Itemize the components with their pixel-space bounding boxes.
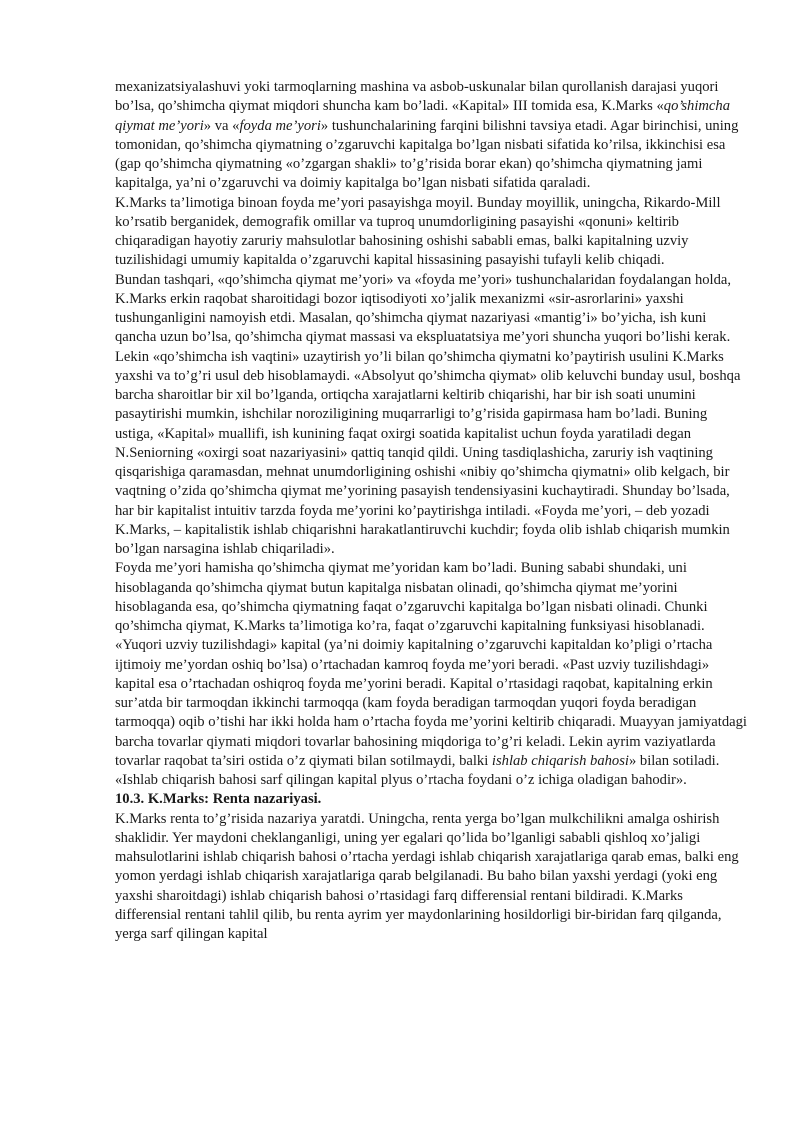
paragraph: [115, 771, 747, 790]
body-text: [115, 78, 747, 790]
italic-term: foyda me’yori: [239, 117, 321, 134]
italic-term: ishlab chiqarish bahosi: [491, 752, 629, 769]
paragraph: [115, 810, 747, 945]
paragraph: [115, 194, 747, 271]
text-run: «Yuqori uzviy tuzilishdagi» kapital (ya’ni doimiy kapitalning o’zgaruvchi kapitaldan ko’pligi o’rtacha ijtimoiy me’yordan oshiq bo’lsa) o’rtachadan kamroq foyda me’yori beradi. «Past uzviy tuzilishdagi» kapital esa o’rtachadan oshiqroq foyda me’yorini beradi. Kapital o’rtasidagi raqobat, kapitalning erkin sur’atda bir tarmoqdan ikkinchi tarmoqqa (kam foyda beradigan tarmoqdan yuqori foyda beradigan tarmoqqa) oqib o’tishi har ikki holda ham o’rtacha foyda me’yorini keltirib chiqaradi. Muayyan jamiyatdagi barcha tovarlar qiymati miqdori tovarlar bahosining miqdoriga to’g’ri keladi. Lekin ayrim vaziyatlarda tovarlar raqobat ta’siri ostida o’z qiymati bilan sotilmaydi, balki: [115, 637, 747, 769]
text-run: «Ishlab chiqarish bahosi sarf qilingan kapital plyus o’rtacha foydani o’z ichiga oladigan bahodir».: [115, 772, 687, 788]
section-body-text: [115, 810, 747, 945]
text-run: » bilan sotiladi.: [628, 752, 720, 769]
paragraph: [115, 271, 747, 560]
paragraph: [115, 559, 747, 636]
text-run: » tushunchalarining farqini bilishni tavsiya etadi. Agar birinchisi, uning tomonidan, qo’shimcha qiymatning o’zgaruvchi kapitalga bo’lgan nisbati sifatida ko’rilsa, ikkinchisi esa (gap qo’shimcha qiymatning «o’zgargan shakli» to’g’risida borar ekan) qo’shimcha qiymatning jami kapitalga, ya’ni o’zgaruvchi va doimiy kapitalga bo’lgan nisbati sifatida qaraladi.: [115, 117, 739, 192]
section-heading: 10.3. K.Marks: Renta nazariyasi.: [115, 791, 322, 808]
paragraph: [115, 78, 747, 194]
italic-term: qo’shimcha qiymat me’yori: [115, 98, 730, 134]
text-run: » va «: [203, 117, 240, 134]
text-run: mexanizatsiyalashuvi yoki tarmoqlarning mashina va asbob-uskunalar bilan qurollanish darajasi yuqori bo’lsa, qo’shimcha qiymat miqdori shuncha kam bo’ladi. «Kapital» III tomida esa, K.Marks «: [115, 79, 719, 115]
text-run: K.Marks renta to’g’risida nazariya yaratdi. Uningcha, renta yerga bo’lgan mulkchilikni amalga oshirish shaklidir. Yer maydoni cheklanganligi, uning yer egalari qo’lida bo’lganligi sababli qishloq xo’jaligi mahsulotlarini ishlab chiqarish bahosi o’rtacha yerdagi ishlab chiqarish xarajatlariga qarab emas, balki eng yomon yerdagi ishlab chiqarish xarajatlariga qarab belgilanadi. Bu baho bilan yaxshi yerdagi (yoki eng yaxshi sharoitdagi) ishlab chiqarish bahosi o’rtasidagi farq differensial rentani bildiradi. K.Marks differensial rentani tahlil qilib, bu renta ayrim yer maydonlarining hosildorligi bir-biridan farq qilganda, yerga sarf qilingan kapital: [115, 810, 739, 942]
document-page: [115, 78, 747, 944]
text-run: Foyda me’yori hamisha qo’shimcha qiymat me’yoridan kam bo’ladi. Buning sababi shundaki, uni hisoblaganda qo’shimcha qiymat butun kapitalga nisbatan olinadi, qo’shimcha qiymat me’yorini hisoblaganda esa, qo’shimcha qiymatning faqat o’zgaruvchi kapitalga bo’lgan nisbati olinadi. Chunki qo’shimcha qiymat, K.Marks ta’limotiga ko’ra, faqat o’zgaruvchi kapitalning funksiyasi hisoblanadi.: [115, 560, 708, 634]
text-run: K.Marks ta’limotiga binoan foyda me’yori pasayishga moyil. Bunday moyillik, uningcha, Rikardo-Mill ko’rsatib berganidek, demografik omillar va tuproq unumdorligining pasayishi «qonuni» keltirib chiqaradigan hayotiy zaruriy mahsulotlar bahosining oshishi sababli emas, balki kapitalning uzviy tuzilishidagi umumiy kapitalda o’zgaruvchi kapital hissasining pasayishi tufayli kelib chiqadi.: [115, 194, 721, 269]
text-run: Bundan tashqari, «qo’shimcha qiymat me’yori» va «foyda me’yori» tushunchalaridan foydalangan holda, K.Marks erkin raqobat sharoitidagi bozor iqtisodiyoti xo’jalik mexanizmi «sir-asrorlarini» yaxshi tushunganligini namoyish etdi. Masalan, qo’shimcha qiymat nazariyasi «mantig’i» bo’yicha, ish kuni qancha uzun bo’lsa, qo’shimcha qiymat massasi va ekspluatatsiya me’yori shuncha yuqori bo’lishi kerak. Lekin «qo’shimcha ish vaqtini» uzaytirish yo’li bilan qo’shimcha qiymatni ko’paytirish usulini K.Marks yaxshi va to’g’ri usul deb hisoblamaydi. «Absolyut qo’shimcha qiymat» olib keluvchi bunday usul, boshqa barcha sharoitlar bir xil bo’lganda, ortiqcha xarajatlarni keltirib chiqarishi, har bir ish soati unumini pasaytirishi mumkin, ishchilar noroziligining muqarrarligi to’g’risida gapirmasa ham bo’ladi. Buning ustiga, «Kapital» muallifi, ish kunining faqat oxirgi soatida kapitalist uchun foyda yaratiladi degan N.Seniorning «oxirgi soat nazariyasini» qattiq tanqid qildi. Uning tasdiqlashicha, zaruriy ish vaqtining qisqarishiga qaramasdan, mehnat unumdorligining oshishi «nibiy qo’shimcha qiymatni» olib kelgach, bir vaqtning o’zida qo’shimcha qiymat me’yorining pasayish tendensiyasini kuchaytiradi. Shunday bo’lsada, har bir kapitalist intuitiv tarzda foyda me’yorini ko’paytirishga intiladi. «Foyda me’yori, – deb yozadi K.Marks, – kapitalistik ishlab chiqarishni harakatlantiruvchi kuchdir; foyda olib ishlab chiqarish mumkin bo’lgan narsagina ishlab chiqariladi».: [115, 271, 741, 557]
paragraph: [115, 636, 747, 771]
